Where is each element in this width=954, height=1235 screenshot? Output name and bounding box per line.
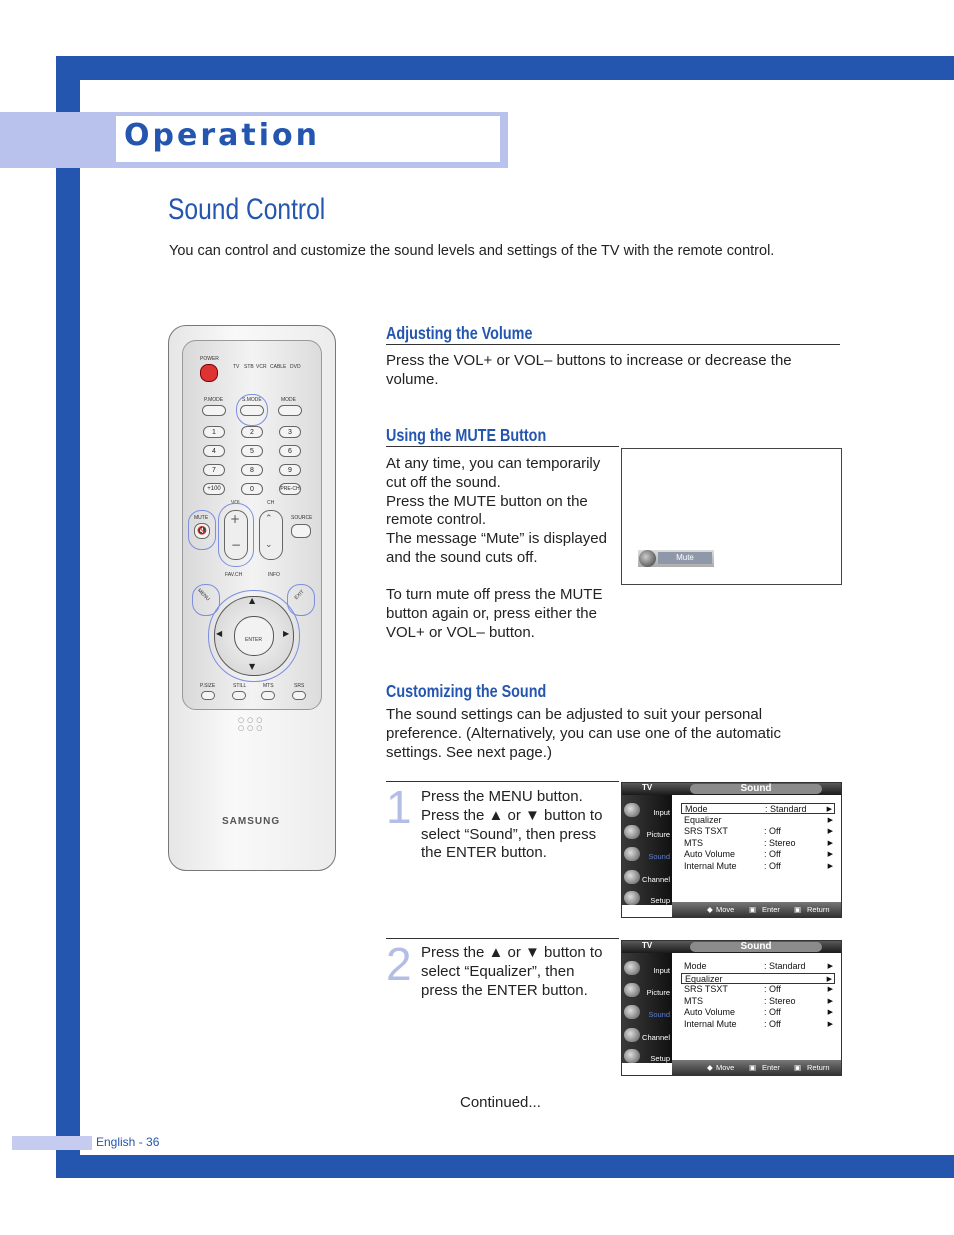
move-hint: Move — [716, 905, 735, 914]
down-arrow-icon: ▼ — [249, 662, 256, 671]
move-hint-icon: ◆ — [707, 1063, 713, 1072]
ch-down-icon: ⌄ — [265, 540, 273, 550]
digit-key: 6 — [279, 445, 301, 457]
osd-row-mode — [681, 803, 835, 814]
osd-row-srs — [681, 826, 835, 837]
text-line: button again or, press either the — [386, 604, 597, 622]
mute-label: MUTE — [194, 515, 209, 521]
mute-heading: Using the MUTE Button — [386, 425, 547, 445]
menu-label: MENU — [196, 587, 211, 603]
arrow-right-icon: ▶ — [827, 1021, 833, 1028]
mute-off-text — [386, 586, 602, 642]
led-dots: ○○○ ○○○ — [238, 716, 266, 732]
osd-side-sound: Sound — [648, 1010, 670, 1019]
osd-row-mode — [681, 961, 835, 972]
vol-plus-icon: + — [230, 512, 241, 526]
footer-bar — [12, 1136, 92, 1150]
osd-row-internal-mute — [681, 1019, 835, 1030]
enter-hint-icon: ▣ — [749, 905, 757, 914]
row-key: Internal Mute — [684, 1019, 737, 1029]
osd-row-mts — [681, 996, 835, 1007]
osd-side-channel: Channel — [642, 875, 670, 884]
arrow-right-icon: ▶ — [827, 851, 833, 858]
text-line: Press the ▲ or ▼ button to — [421, 806, 603, 824]
up-arrow-icon: ▲ — [249, 596, 256, 605]
text-line: To turn mute off press the MUTE — [386, 586, 603, 603]
source-vcr-label: VCR — [256, 364, 267, 370]
mute-speaker-icon: 🔇 — [194, 523, 210, 539]
step1-text — [421, 788, 602, 863]
text-line: VOL+ or VOL– button. — [386, 623, 535, 641]
step2-rule — [386, 938, 619, 939]
text-line: The sound settings can be adjusted to suit your personal — [386, 706, 763, 723]
samsung-logo: SAMSUNG — [222, 816, 281, 827]
osd-row-equalizer — [681, 815, 835, 826]
enter-label: ENTER — [245, 637, 262, 643]
text-line: preference. (Alternatively, you can use one of the automatic — [386, 724, 781, 742]
osd-side-input: Input — [653, 966, 670, 975]
osd-hint-bar — [672, 1060, 841, 1075]
text-line: Press the VOL+ or VOL– buttons to increase or decrease the — [386, 352, 792, 369]
step2-text — [421, 944, 602, 1000]
arrow-right-icon: ▶ — [827, 998, 833, 1005]
text-line: cut off the sound. — [386, 473, 501, 491]
enter-hint: Enter — [762, 905, 780, 914]
step-number: 2 — [386, 938, 412, 990]
step1-rule — [386, 781, 619, 782]
power-label: POWER — [200, 356, 219, 362]
row-value: : Off — [764, 861, 781, 871]
arrow-right-icon: ▶ — [826, 806, 832, 813]
srs-label: SRS — [294, 683, 305, 689]
osd-row-mts — [681, 838, 835, 849]
speaker-icon — [639, 550, 656, 567]
smode-label: S.MODE — [242, 397, 262, 403]
osd-side-input: Input — [653, 808, 670, 817]
row-value: : Standard — [765, 804, 807, 814]
digit-key: 1 — [203, 426, 225, 438]
still-key — [232, 691, 246, 700]
mute-osd-label: Mute — [658, 552, 712, 564]
page-title: Sound Control — [168, 193, 326, 226]
osd-side-picture: Picture — [646, 988, 670, 997]
row-value: : Standard — [764, 961, 806, 971]
row-value: : Off — [764, 984, 781, 994]
right-arrow-icon: ▶ — [283, 629, 290, 638]
ch-up-icon: ⌃ — [265, 514, 273, 524]
row-key: Equalizer — [684, 815, 722, 825]
pmode-label: P.MODE — [204, 397, 224, 403]
return-hint: Return — [807, 1063, 830, 1072]
mode-label: MODE — [281, 397, 296, 403]
arrow-right-icon: ▶ — [827, 817, 833, 824]
enter-hint-icon: ▣ — [749, 1063, 757, 1072]
row-key: Mode — [684, 961, 707, 971]
row-key: MTS — [684, 996, 703, 1006]
left-arrow-icon: ◀ — [216, 629, 223, 638]
row-key: Mode — [685, 804, 708, 814]
osd-side-channel: Channel — [642, 1033, 670, 1042]
return-hint-icon: ▣ — [794, 1063, 802, 1072]
text-line: settings. See next page.) — [386, 743, 552, 761]
text-line: remote control. — [386, 511, 487, 529]
digit-key: 7 — [203, 464, 225, 476]
arrow-right-icon: ▶ — [827, 840, 833, 847]
text-line: press the ENTER button. — [421, 981, 588, 999]
row-key: Auto Volume — [684, 849, 736, 859]
digit-key: 8 — [241, 464, 263, 476]
row-key: SRS TSXT — [684, 984, 728, 994]
sound-menu-osd-2 — [621, 940, 842, 1076]
digit-key: 0 — [241, 483, 263, 495]
enter-hint: Enter — [762, 1063, 780, 1072]
still-label: STILL — [233, 683, 247, 689]
row-key: MTS — [684, 838, 703, 848]
info-label: INFO — [268, 572, 280, 578]
text-line: The message “Mute” is displayed — [386, 530, 607, 548]
digit-key: 2 — [241, 426, 263, 438]
text-line: select “Sound”, then press — [421, 825, 597, 843]
osd-row-auto-volume — [681, 1007, 835, 1018]
prech-key: PRE-CH — [279, 483, 301, 495]
mute-rule — [386, 446, 619, 447]
step-number: 1 — [386, 781, 412, 833]
source-key — [291, 524, 311, 538]
arrow-right-icon: ▶ — [827, 963, 833, 970]
osd-row-equalizer — [681, 973, 835, 984]
vol-label: VOL — [231, 500, 242, 506]
source-cable-label: CABLE — [270, 364, 287, 370]
row-key: Auto Volume — [684, 1007, 736, 1017]
ch-label: CH — [267, 500, 275, 506]
osd-row-srs — [681, 984, 835, 995]
psize-label: P.SIZE — [200, 683, 216, 689]
text-line: and the sound cuts off. — [386, 548, 538, 566]
text-line: At any time, you can temporarily — [386, 455, 601, 472]
digit-key: 3 — [279, 426, 301, 438]
favch-label: FAV.CH — [225, 572, 243, 578]
source-dvd-label: DVD — [290, 364, 301, 370]
top-band — [56, 56, 954, 80]
enter-key — [234, 616, 274, 656]
row-value: : Stereo — [764, 838, 796, 848]
return-hint: Return — [807, 905, 830, 914]
row-value: : Off — [764, 826, 781, 836]
plus100-key: +100 — [203, 483, 225, 495]
osd-side-picture: Picture — [646, 830, 670, 839]
row-value: : Off — [764, 1019, 781, 1029]
arrow-right-icon: ▶ — [827, 863, 833, 870]
row-value: : Stereo — [764, 996, 796, 1006]
mute-screen-illustration — [621, 448, 842, 585]
smode-key — [240, 405, 264, 416]
osd-title: Sound — [690, 784, 822, 794]
sound-menu-osd-1 — [621, 782, 842, 918]
mts-label: MTS — [263, 683, 274, 689]
arrow-right-icon: ▶ — [827, 1009, 833, 1016]
mode-key — [278, 405, 302, 416]
customize-text — [386, 706, 781, 762]
move-hint: Move — [716, 1063, 735, 1072]
text-line: Press the MUTE button on the — [386, 492, 588, 510]
text-line: Press the MENU button. — [421, 788, 583, 805]
row-value: : Off — [764, 1007, 781, 1017]
page-number: English - 36 — [96, 1135, 160, 1149]
srs-key — [292, 691, 306, 700]
source-stb-label: STB — [244, 364, 254, 370]
psize-key — [201, 691, 215, 700]
text-line: volume. — [386, 370, 439, 388]
exit-label: EXIT — [293, 588, 306, 602]
text-line: the ENTER button. — [421, 844, 547, 862]
continued-text: Continued... — [460, 1094, 541, 1111]
digit-key: 9 — [279, 464, 301, 476]
text-line: Press the ▲ or ▼ button to — [421, 944, 603, 961]
power-icon — [200, 364, 218, 382]
arrow-right-icon: ▶ — [827, 828, 833, 835]
osd-tv-label: TV — [642, 941, 653, 950]
osd-title: Sound — [690, 942, 822, 952]
section-title: Operation — [124, 118, 320, 153]
osd-side-sound: Sound — [648, 852, 670, 861]
digit-key: 5 — [241, 445, 263, 457]
mts-key — [261, 691, 275, 700]
pmode-key — [202, 405, 226, 416]
left-band — [56, 56, 80, 1178]
osd-hint-bar — [672, 902, 841, 917]
source-tv-label: TV — [233, 364, 240, 370]
volume-text — [386, 352, 792, 390]
intro-text: You can control and customize the sound levels and settings of the TV with the remote control. — [169, 243, 775, 259]
vol-minus-icon: − — [231, 538, 242, 552]
osd-tv-label: TV — [642, 783, 653, 792]
row-value: : Off — [764, 849, 781, 859]
row-key: Equalizer — [685, 974, 723, 984]
volume-rule — [386, 344, 840, 345]
mute-text — [386, 455, 607, 568]
text-line: select “Equalizer”, then — [421, 962, 575, 980]
osd-side-setup: Setup — [650, 1054, 670, 1063]
customize-heading: Customizing the Sound — [386, 681, 547, 701]
row-key: Internal Mute — [684, 861, 737, 871]
bottom-band — [56, 1155, 954, 1178]
osd-row-auto-volume — [681, 849, 835, 860]
osd-side-setup: Setup — [650, 896, 670, 905]
row-key: SRS TSXT — [684, 826, 728, 836]
return-hint-icon: ▣ — [794, 905, 802, 914]
move-hint-icon: ◆ — [707, 905, 713, 914]
digit-key: 4 — [203, 445, 225, 457]
arrow-right-icon: ▶ — [826, 976, 832, 983]
volume-heading: Adjusting the Volume — [386, 323, 533, 343]
arrow-right-icon: ▶ — [827, 986, 833, 993]
source-label: SOURCE — [291, 515, 313, 521]
osd-row-internal-mute — [681, 861, 835, 872]
